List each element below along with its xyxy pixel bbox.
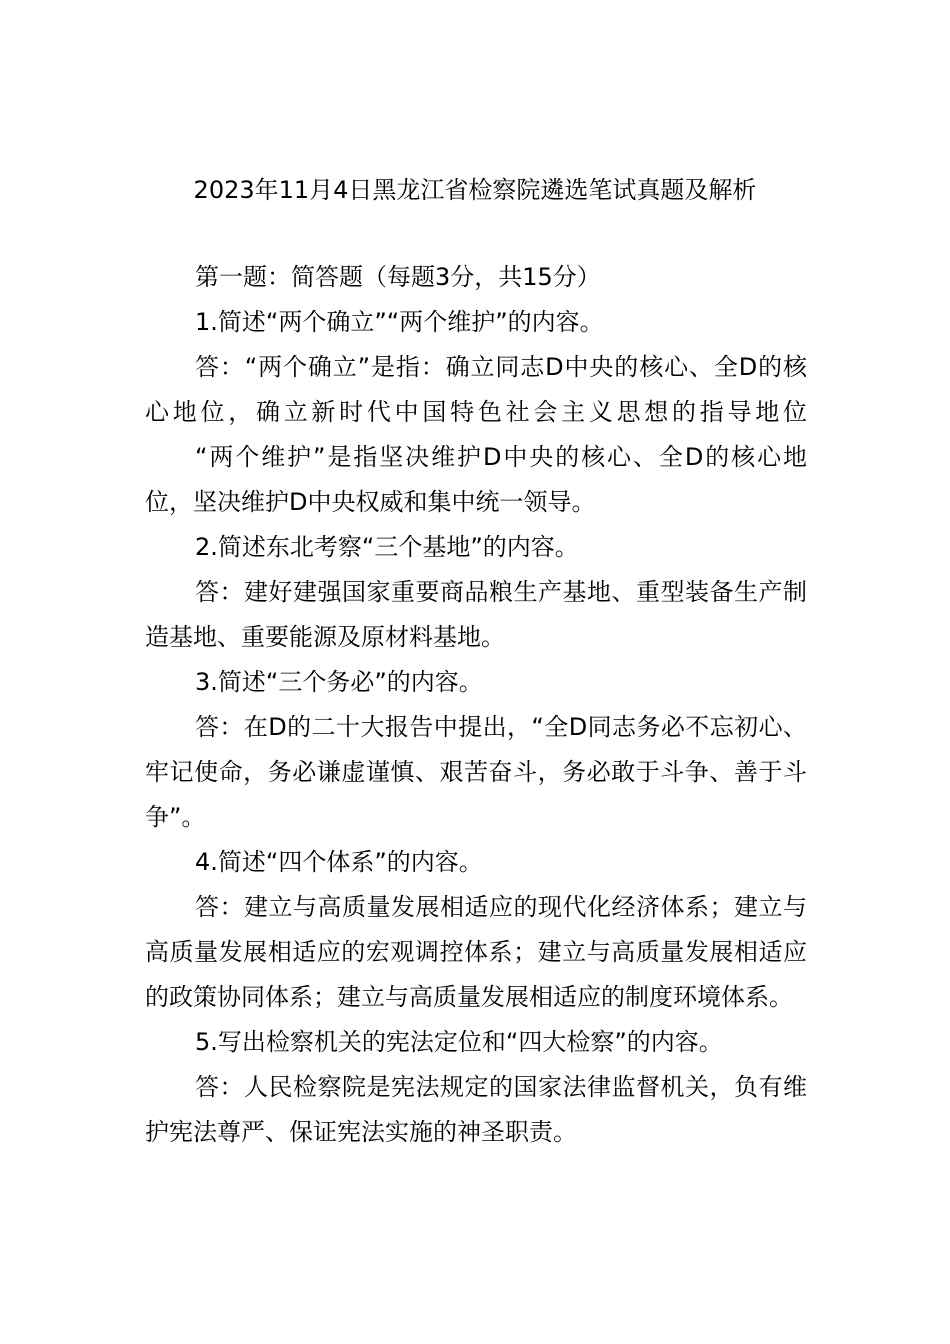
answer-1-part-2: “两个维护”是指坚决维护D中央的核心、全D的核心地位，坚决维护D中央权威和集中统一领导。 [145, 443, 807, 516]
answer-5: 答：人民检察院是宪法规定的国家法律监督机关，负有维护宪法尊严、保证宪法实施的神圣职责。 [145, 1073, 807, 1146]
question-4: 4.简述“四个体系”的内容。 [195, 848, 483, 876]
question-1: 1.简述“两个确立”“两个维护”的内容。 [195, 308, 604, 336]
answer-4: 答：建立与高质量发展相适应的现代化经济体系；建立与高质量发展相适应的宏观调控体系；建立与高质量发展相适应的政策协同体系；建立与高质量发展相适应的制度环境体系。 [145, 893, 807, 1011]
question-3: 3.简述“三个务必”的内容。 [195, 668, 483, 696]
document-title: 2023年11月4日黑龙江省检察院遴选笔试真题及解析 [193, 176, 757, 204]
question-5: 5.写出检察机关的宪法定位和“四大检察”的内容。 [195, 1028, 723, 1056]
answer-3: 答：在D的二十大报告中提出，“全D同志务必不忘初心、牢记使命，务必谦虚谨慎、艰苦奋斗，务必敢于斗争、善于斗争”。 [145, 713, 807, 831]
answer-2: 答：建好建强国家重要商品粮生产基地、重型装备生产制造基地、重要能源及原材料基地。 [145, 578, 807, 651]
answer-1-part-1: 答：“两个确立”是指：确立同志D中央的核心、全D的核心地位，确立新时代中国特色社会主义思想的指导地位 [145, 353, 807, 426]
document-body [145, 255, 807, 1155]
question-2: 2.简述东北考察“三个基地”的内容。 [195, 533, 579, 561]
section-heading: 第一题：简答题（每题3分，共15分） [195, 263, 601, 291]
